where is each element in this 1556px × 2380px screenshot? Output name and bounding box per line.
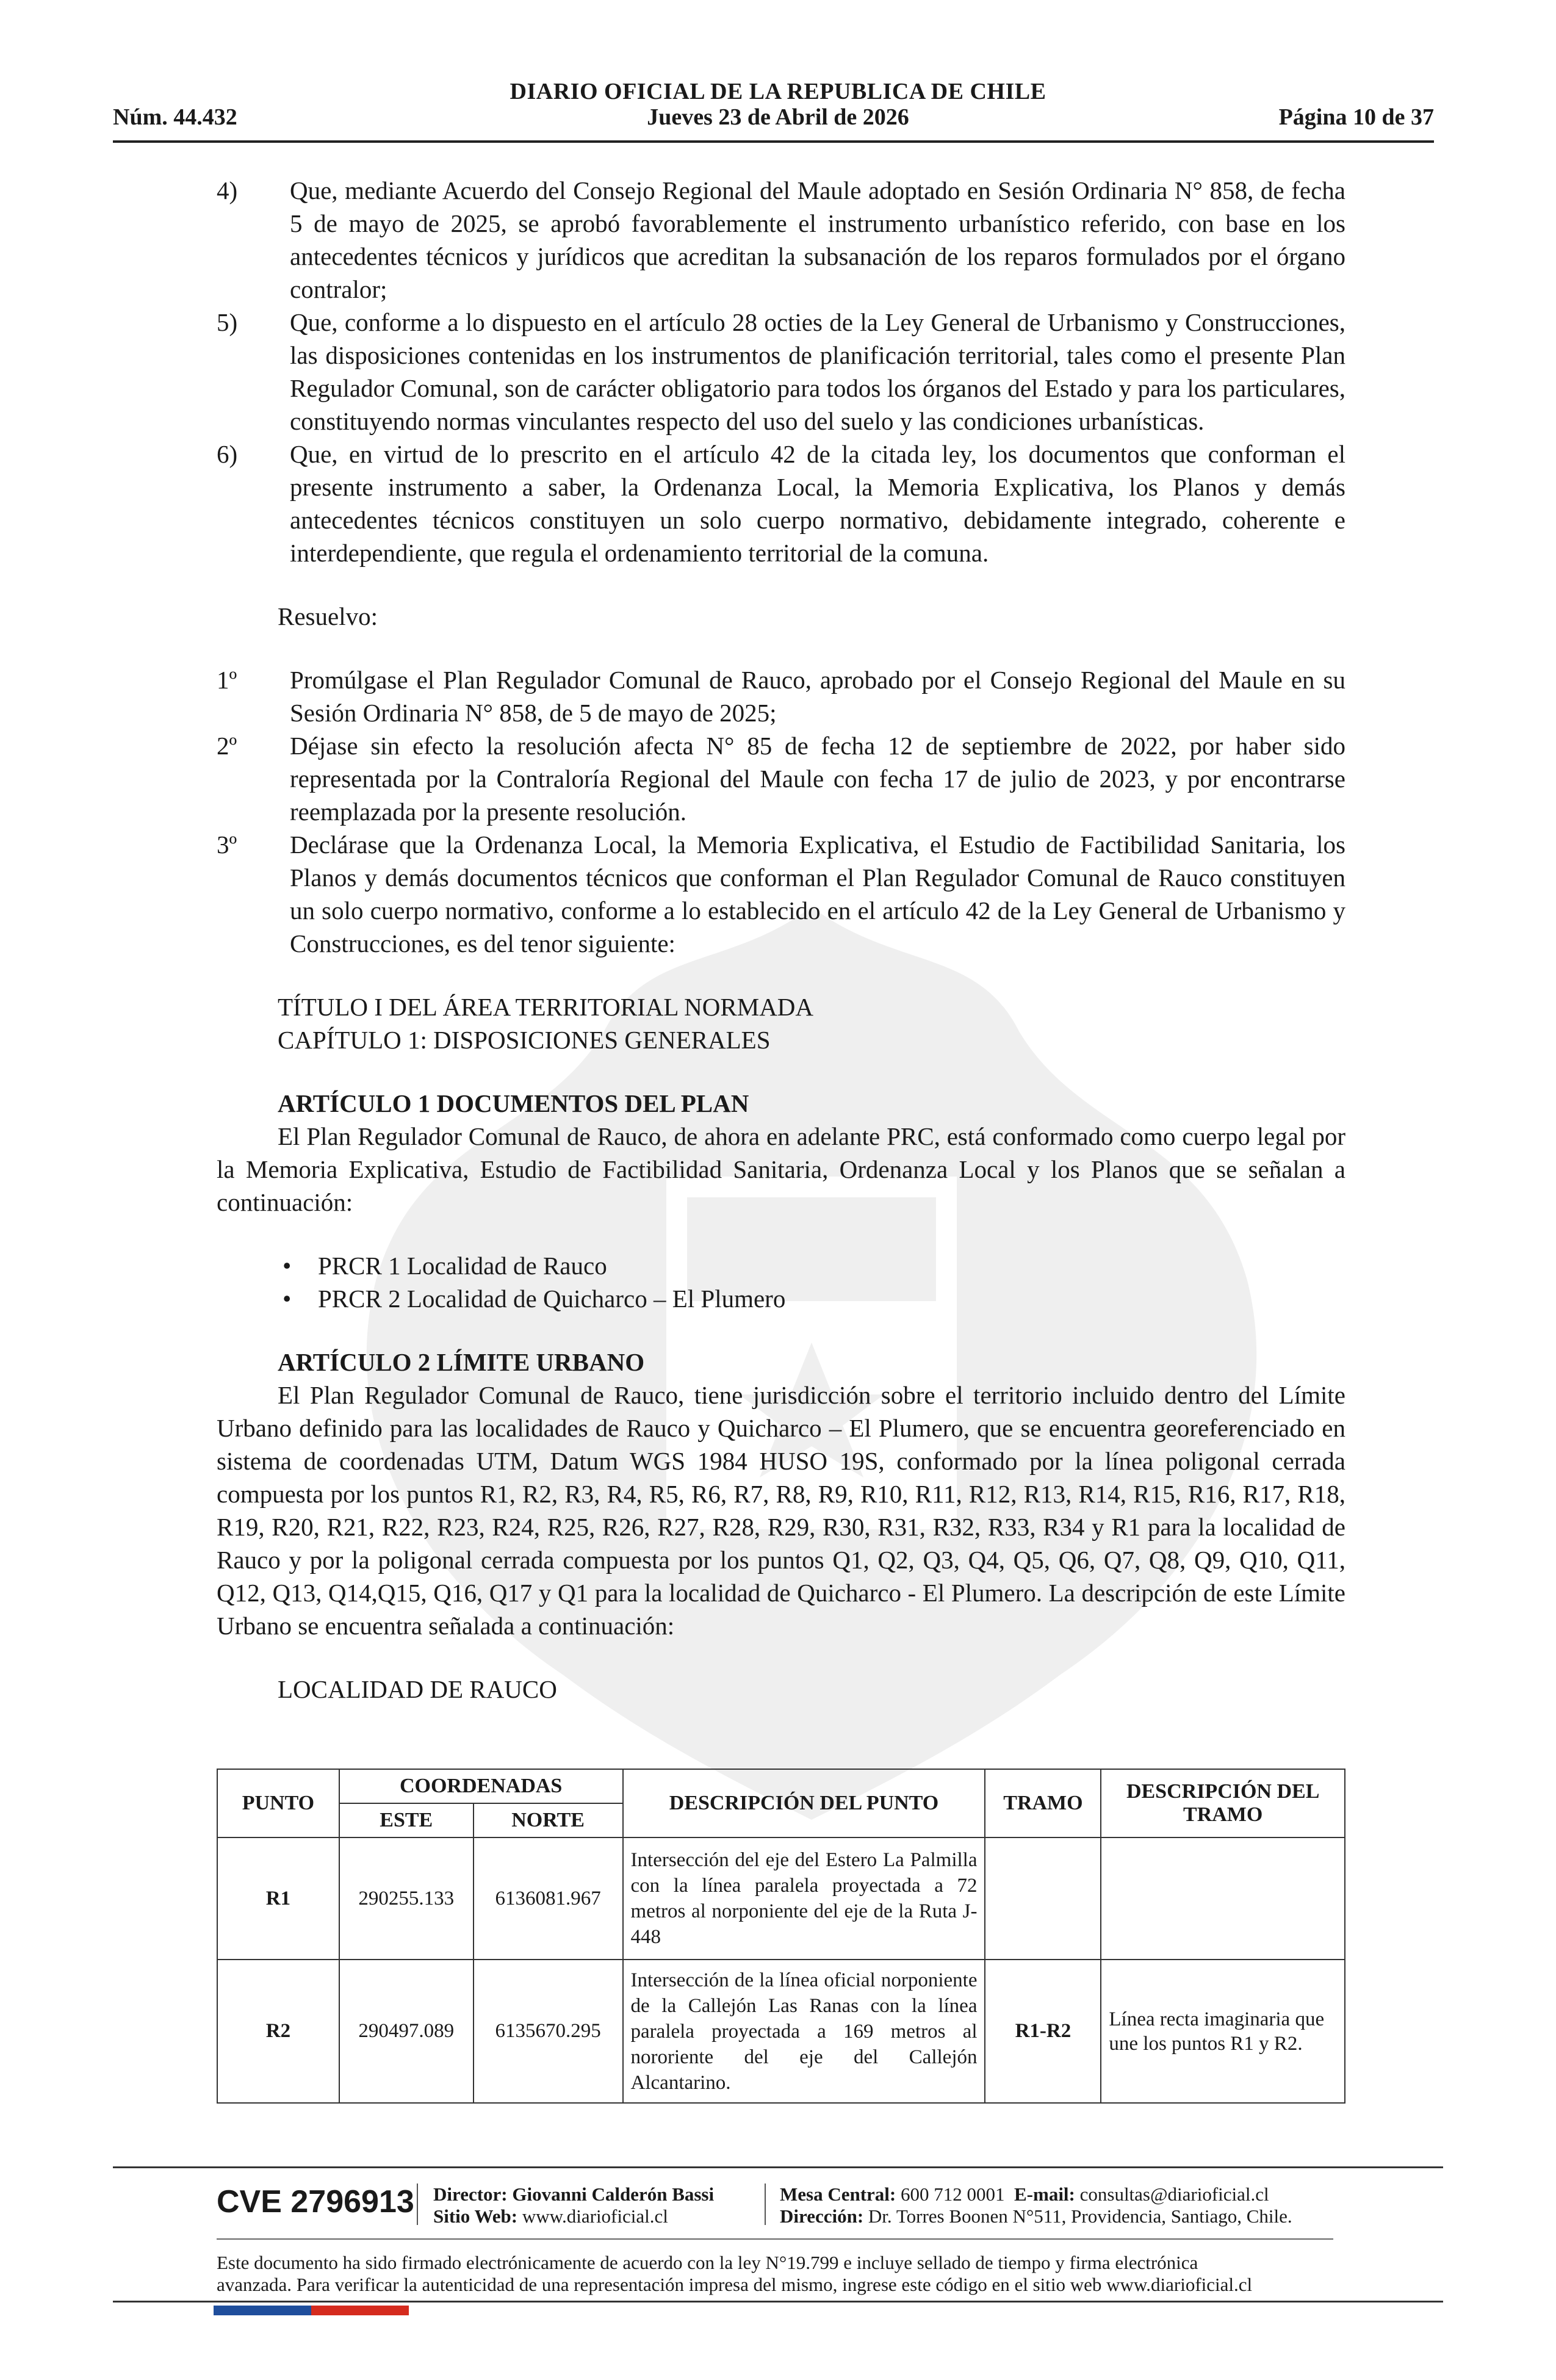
footer-divider-thin <box>217 2238 1333 2240</box>
resuelvo-label: Resuelvo: <box>278 602 378 630</box>
resolucion-number: 1º <box>217 666 237 694</box>
resolucion-number: 3º <box>217 831 237 859</box>
cell-tramo <box>985 1837 1101 1960</box>
footer-separator <box>417 2183 418 2225</box>
resolucion-text: Promúlgase el Plan Regulador Comunal de Rauco, aprobado por el Consejo Regional del Maule en su Sesión Ordinaria N° 858, de 5 de mayo de 2025; <box>290 666 1345 727</box>
cell-este: 290497.089 <box>339 1960 474 2103</box>
email-label: E-mail: <box>1014 2183 1075 2205</box>
considerando-number: 4) <box>217 176 238 204</box>
flag-stripe-red <box>311 2306 409 2315</box>
capitulo-heading: CAPÍTULO 1: DISPOSICIONES GENERALES <box>278 1026 771 1054</box>
email-link[interactable]: consultas@diarioficial.cl <box>1079 2183 1269 2205</box>
articulo-2-text: El Plan Regulador Comunal de Rauco, tiene jurisdicción sobre el territorio incluido dentro del Límite Urbano definido para las localidades de Rauco y Quicharco – El Plumero, que se encuentra georeferenciado en sistema de coordenadas UTM, Datum WGS 1984 HUSO 19S, conformado por la línea poligonal cerrada compuesta por los puntos R1, R2, R3, R4, R5, R6, R7, R8, R9, R10, R11, R12, R13, R14, R15, R16, R17, R18, R19, R20, R21, R22, R23, R24, R25, R26, R27, R28, R29, R30, R31, R32, R33, R34 y R1 para la localidad de Rauco y por la poligonal cerrada compuesta por los puntos Q1, Q2, Q3, Q4, Q5, Q6, Q7, Q8, Q9, Q10, Q11, Q12, Q13, Q14,Q15, Q16, Q17 y Q1 para la localidad de Quicharco - El Plumero. La descripción de este Límite Urbano se encuentra señalada a continuación: <box>217 1381 1345 1640</box>
cell-descripcion: Intersección de la línea oficial norponiente de la Callejón Las Ranas con la línea paralela proyectada a 169 metros al nororiente del eje del Callejón Alcantarino. <box>623 1960 985 2103</box>
considerando-text: Que, conforme a lo dispuesto en el artículo 28 octies de la Ley General de Urbanismo y Construcciones, las disposiciones contenidas en los instrumentos de planificación territorial, tales como el presente Plan Regulador Comunal, son de carácter obligatorio para todos los órganos del Estado y para los particulares, constituyendo normas vinculantes respecto del uso del suelo y las condiciones urbanísticas. <box>290 308 1345 435</box>
footer-contact-block <box>780 2183 1292 2227</box>
articulo-1-text: El Plan Regulador Comunal de Rauco, de ahora en adelante PRC, está conformado como cuerpo legal por la Memoria Explicativa, Estudio de Factibilidad Sanitaria, Ordenanza Local y los Planos que se señalan a continuación: <box>217 1122 1345 1216</box>
planos-list <box>217 1249 1345 1315</box>
list-item: • PRCR 1 Localidad de Rauco <box>278 1249 1345 1282</box>
cell-norte: 6136081.967 <box>474 1837 623 1960</box>
page-number: Página 10 de 37 <box>1278 104 1434 130</box>
header-divider <box>113 140 1434 143</box>
articulo-1-heading: ARTÍCULO 1 DOCUMENTOS DEL PLAN <box>278 1089 749 1117</box>
considerando-number: 6) <box>217 440 238 468</box>
header-coordenadas: COORDENADAS <box>339 1769 623 1803</box>
articulo-2-heading: ARTÍCULO 2 LÍMITE URBANO <box>278 1348 645 1376</box>
legal-line: avanzada. Para verificar la autenticidad de una representación impresa del mismo, ingrese este código en el sitio web www.diarioficial.cl <box>217 2274 1253 2295</box>
legal-line: Este documento ha sido firmado electrónicamente de acuerdo con la ley N°19.799 e incluye sellado de tiempo y firma electrónica <box>217 2252 1198 2273</box>
mesa-phone: 600 712 0001 <box>901 2183 1005 2205</box>
header-descripcion-tramo: DESCRIPCIÓN DEL TRAMO <box>1101 1769 1345 1837</box>
newspaper-title: DIARIO OFICIAL DE LA REPUBLICA DE CHILE <box>510 79 1046 104</box>
cell-punto: R1 <box>217 1837 339 1960</box>
direccion-text: Dr. Torres Boonen N°511, Providencia, Santiago, Chile. <box>868 2205 1292 2227</box>
list-item: • PRCR 2 Localidad de Quicharco – El Plumero <box>278 1282 1345 1315</box>
cell-punto: R2 <box>217 1960 339 2103</box>
localidad-heading: LOCALIDAD DE RAUCO <box>278 1675 557 1703</box>
table-row <box>217 1837 1345 1960</box>
issue-date: Jueves 23 de Abril de 2026 <box>647 104 909 130</box>
mesa-label: Mesa Central: <box>780 2183 896 2205</box>
cell-descripcion-tramo: Línea recta imaginaria que une los puntos R1 y R2. <box>1101 1960 1345 2103</box>
director-label: Director: <box>433 2183 508 2205</box>
resolucion-number: 2º <box>217 732 237 760</box>
footer-separator <box>765 2183 766 2225</box>
limite-urbano-table <box>217 1769 1345 2104</box>
considerando-text: Que, en virtud de lo prescrito en el artículo 42 de la citada ley, los documentos que conforman el presente instrumento a saber, la Ordenanza Local, la Memoria Explicativa, los Planos y demás antecedentes técnicos constituyen un solo cuerpo normativo, debidamente integrado, coherente e interdependiente, que regula el ordenamiento territorial de la comuna. <box>290 440 1345 567</box>
header-norte: NORTE <box>474 1803 623 1837</box>
issue-number: Núm. 44.432 <box>113 104 237 130</box>
footer-director-block <box>433 2183 714 2227</box>
considerando-item <box>217 174 1345 306</box>
header-punto: PUNTO <box>217 1769 339 1837</box>
direccion-label: Dirección: <box>780 2205 864 2227</box>
considerando-item <box>217 438 1345 569</box>
cell-descripcion-tramo <box>1101 1837 1345 1960</box>
header-tramo: TRAMO <box>985 1769 1101 1837</box>
cell-este: 290255.133 <box>339 1837 474 1960</box>
header-este: ESTE <box>339 1803 474 1837</box>
titulo-heading: TÍTULO I DEL ÁREA TERRITORIAL NORMADA <box>278 993 814 1021</box>
cell-tramo: R1-R2 <box>985 1960 1101 2103</box>
legal-notice <box>217 2252 1352 2296</box>
resolucion-item <box>217 729 1345 828</box>
table-row <box>217 1960 1345 2103</box>
considerando-text: Que, mediante Acuerdo del Consejo Regional del Maule adoptado en Sesión Ordinaria N° 858, de fecha 5 de mayo de 2025, se aprobó favorablemente el instrumento urbanístico referido, con base en los antecedentes técnicos y jurídicos que acreditan la subsanación de los reparos formulados por el órgano contralor; <box>290 176 1345 303</box>
flag-stripe-blue <box>214 2306 311 2315</box>
footer-divider-bottom <box>113 2301 1443 2302</box>
header-descripcion-punto: DESCRIPCIÓN DEL PUNTO <box>623 1769 985 1837</box>
cell-norte: 6135670.295 <box>474 1960 623 2103</box>
considerando-number: 5) <box>217 308 238 336</box>
considerando-item <box>217 306 1345 438</box>
resolucion-item <box>217 828 1345 960</box>
director-name: Giovanni Calderón Bassi <box>512 2183 715 2205</box>
footer-divider <box>113 2166 1443 2168</box>
resolucion-text: Declárase que la Ordenanza Local, la Memoria Explicativa, el Estudio de Factibilidad Sanitaria, los Planos y demás documentos técnicos que conforman el Plan Regulador Comunal de Rauco constituyen un solo cuerpo normativo, conforme a lo establecido en el artículo 42 de la Ley General de Urbanismo y Construcciones, es del tenor siguiente: <box>290 831 1345 957</box>
cve-code: CVE 2796913 <box>217 2184 414 2220</box>
table-header-row <box>217 1769 1345 1803</box>
website-link[interactable]: www.diarioficial.cl <box>522 2205 668 2227</box>
document-body <box>217 174 1345 1706</box>
resolucion-text: Déjase sin efecto la resolución afecta N° 85 de fecha 12 de septiembre de 2022, por haber sido representada por la Contraloría Regional del Maule con fecha 17 de julio de 2023, y por encontrarse reemplazada por la presente resolución. <box>290 732 1345 826</box>
resolucion-item <box>217 663 1345 729</box>
cell-descripcion: Intersección del eje del Estero La Palmilla con la línea paralela proyectada a 72 metros al norponiente del eje de la Ruta J-448 <box>623 1837 985 1960</box>
web-label: Sitio Web: <box>433 2205 518 2227</box>
